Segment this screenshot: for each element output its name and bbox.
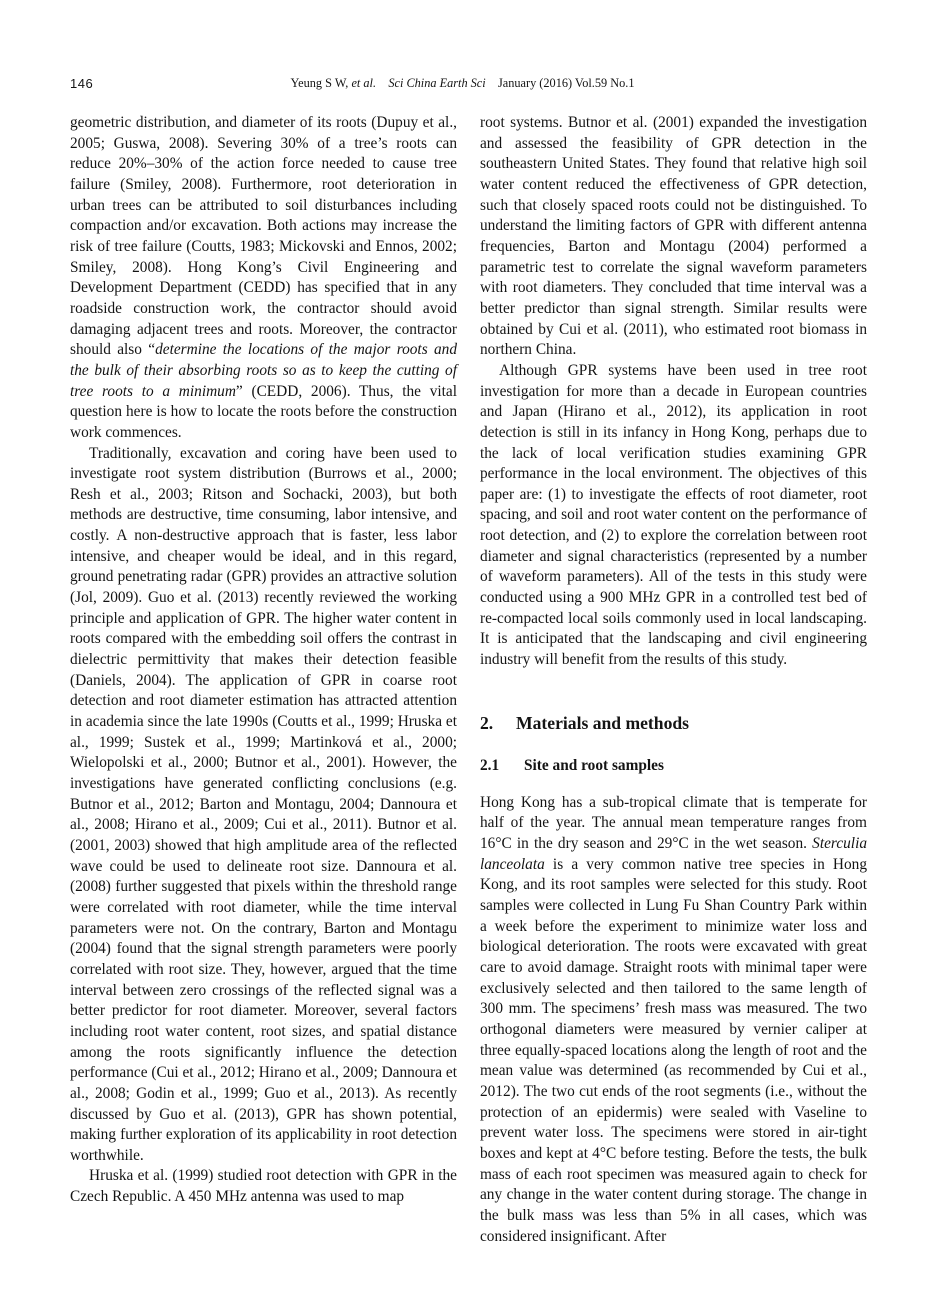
text-run: Although GPR systems have been used in tree root investigation for more than a decade in European countries and Japan (Hirano et al., 2012), its application in root detection is still in its infancy in Hong Kong, perhaps due to the lack of local verification studies examining GPR performance in the local environment. The objectives of this paper are: (1) to investigate the effects of root diameter, root spacing, and soil and root water content on the performance of root detection, and (2) to explore the correlation between root diameter and signal characteristics (represented by a number of waveform parameters). All of the tests in this study were conducted using a 900 MHz GPR in a controlled test bed of re-compacted local soils commonly used in local landscaping. It is anticipated that the landscaping and civil engineering industry will benefit from the results of this study. bbox=[480, 361, 867, 669]
italic-text: et al. bbox=[351, 76, 377, 90]
subsection-heading bbox=[480, 756, 867, 776]
italic-text: Sci China Earth Sci bbox=[388, 76, 486, 90]
text-run bbox=[486, 76, 498, 90]
paragraph bbox=[70, 113, 457, 444]
page-body bbox=[70, 113, 867, 1247]
text-run: Hong Kong has a sub-tropical climate that is temperate for half of the year. The annual mean temperature ranges from 16°C in the dry season and 29°C in the wet season. bbox=[480, 793, 867, 853]
text-run: January (2016) Vol.59 No.1 bbox=[497, 76, 635, 90]
text-run: Hruska et al. (1999) studied root detection with GPR in the Czech Republic. A 450 MHz antenna was used to map bbox=[70, 1167, 457, 1206]
running-head bbox=[0, 76, 925, 94]
running-head-citation bbox=[0, 76, 925, 91]
page-number: 146 bbox=[70, 76, 94, 91]
paragraph bbox=[480, 793, 867, 1247]
section-title: Site and root samples bbox=[524, 756, 664, 774]
paragraph bbox=[70, 444, 457, 1167]
section-number: 2. bbox=[480, 712, 494, 733]
italic-text: Sterculia lanceolata bbox=[480, 835, 867, 873]
paragraph bbox=[480, 113, 867, 361]
text-run bbox=[376, 76, 388, 90]
italic-text: determine the locations of the major roots and the bulk of their absorbing roots so as to keep the cutting of tree roots to a minimum bbox=[70, 341, 458, 400]
text-run: ” (CEDD, 2006). Thus, the vital question here is how to locate the roots before the construction work commences. bbox=[70, 382, 458, 441]
text-run: is a very common native tree species in Hong Kong, and its root samples were selected for this study. Root samples were collected in Lung Fu Shan Country Park within a week before the experiment to minimize water loss and biological deterioration. The roots were excavated with great care to avoid damage. Straight roots with minimal taper were exclusively selected and then tailored to the same length of 300 mm. The specimens’ fresh mass was measured. The two orthogonal diameters were measured by vernier caliper at three equally-spaced locations along the length of root and the mean value was determined (as recommended by Cui et al., 2012). The two cut ends of the root segments (i.e., without the protection of an epidermis) were sealed with Vaseline to prevent water loss. The specimens were stored in air-tight boxes and kept at 4°C before testing. Before the tests, the bulk mass of each root specimen was measured again to check for any change in the water content during storage. The change in the bulk mass was less than 5% in all cases, which was considered insignificant. After bbox=[480, 855, 867, 1245]
section-title: Materials and methods bbox=[516, 712, 689, 733]
text-run: root systems. Butnor et al. (2001) expanded the investigation and assessed the feasibility of GPR detection in the southeastern United States. They found that relative high soil water content reduced the effectiveness of GPR detection, such that closely spaced roots could not be distinguished. To understand the limiting factors of GPR with different antenna frequencies, Barton and Montagu (2004) performed a parametric test to correlate the signal waveform parameters with root diameters. They concluded that time interval was a better predictor than signal strength. Similar results were obtained by Cui et al. (2011), who estimated root biomass in northern China. bbox=[480, 114, 867, 359]
text-run: Yeung S W, bbox=[290, 76, 352, 90]
section-heading bbox=[480, 712, 867, 734]
section-number: 2.1 bbox=[480, 756, 500, 774]
left-column bbox=[70, 113, 457, 1247]
paragraph bbox=[480, 361, 867, 671]
paragraph bbox=[70, 1166, 457, 1207]
text-run: geometric distribution, and diameter of its roots (Dupuy et al., 2005; Guswa, 2008). Severing 30% of a tree’s roots can reduce 20%–30% of the action force needed to cause tree failure (Smiley, 2008). Furthermore, root deterioration in urban trees can be attributed to soil disturbances including compaction and/or excavation. Both actions may increase the risk of tree failure (Coutts, 1983; Mickovski and Ennos, 2002; Smiley, 2008). Hong Kong’s Civil Engineering and Development Department (CEDD) has specified that in any roadside construction work, the contractor should avoid damaging adjacent trees and roots. Moreover, the contractor should also “ bbox=[70, 114, 457, 359]
right-column bbox=[480, 113, 867, 1247]
text-run: Traditionally, excavation and coring have been used to investigate root system distribution (Burrows et al., 2000; Resh et al., 2003; Ritson and Sochacki, 2003), but both methods are destructive, time consuming, labor intensive, and costly. A non-destructive approach that is faster, less labor intensive, and cheaper would be ideal, and in this regard, ground penetrating radar (GPR) provides an attractive solution (Jol, 2009). Guo et al. (2013) recently reviewed the working principle and application of GPR. The higher water content in roots compared with the embedding soil offers the contrast in dielectric permittivity that makes their detection feasible (Daniels, 2004). The application of GPR in coarse root detection and root diameter estimation has attracted attention in academia since the late 1990s (Coutts et al., 1999; Hruska et al., 1999; Sustek et al., 1999; Martinková et al., 2000; Wielopolski et al., 2000; Butnor et al., 2001). However, the investigations have generated conflicting conclusions (e.g. Butnor et al., 2012; Barton and Montagu, 2004; Dannoura et al., 2008; Hirano et al., 2009; Cui et al., 2011). Butnor et al. (2001, 2003) showed that high amplitude area of the reflected wave could be used to delineate root size. Dannoura et al. (2008) further suggested that pixels within the threshold range were correlated with root diameter, while the time interval parameters were not. On the contrary, Barton and Montagu (2004) found that the signal strength parameters were poorly correlated with root size. They, however, argued that the time interval between zero crossings of the reflected signal was a better predictor for root diameter. Moreover, several factors including root water content, root sizes, and spatial distance among the roots significantly influence the detection performance (Cui et al., 2012; Hirano et al., 2009; Dannoura et al., 2008; Godin et al., 1999; Guo et al., 2013). As recently discussed by Guo et al. (2013), GPR has shown potential, making further exploration of its applicability in root detection worthwhile. bbox=[70, 444, 457, 1164]
